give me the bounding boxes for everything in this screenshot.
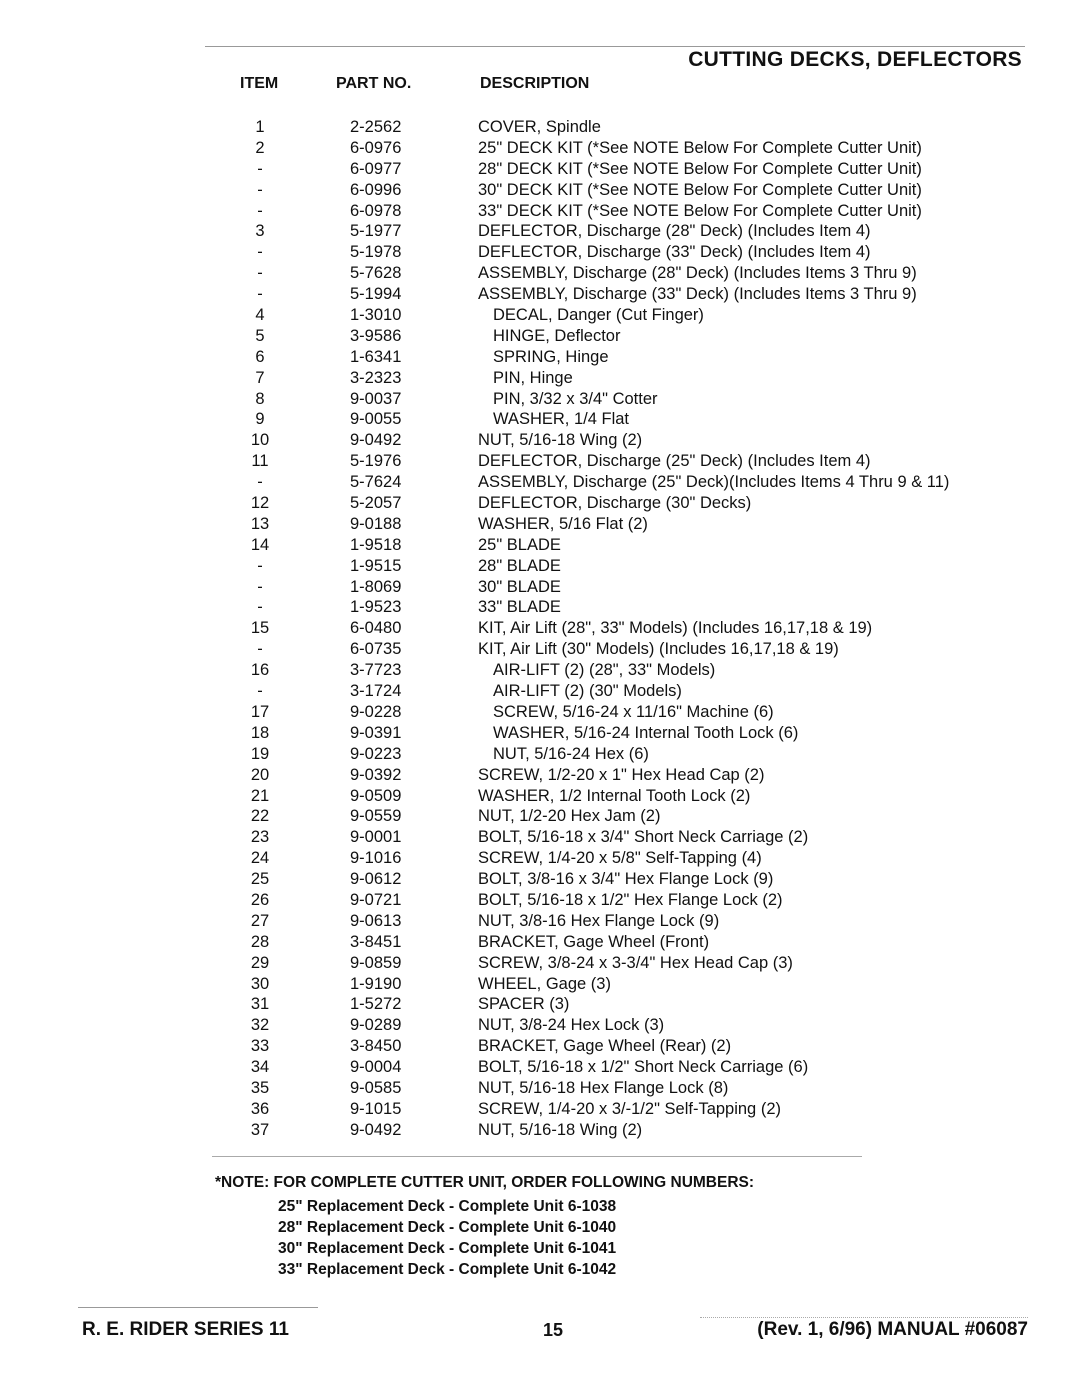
footer-rule bbox=[78, 1307, 318, 1308]
part-number: 1-5272 bbox=[350, 995, 402, 1014]
part-description: BRACKET, Gage Wheel (Front) bbox=[478, 932, 710, 951]
part-number: 9-0613 bbox=[350, 911, 402, 930]
item-number: 37 bbox=[250, 1120, 270, 1139]
note-heading: *NOTE: FOR COMPLETE CUTTER UNIT, ORDER FOLLOWING NUMBERS: bbox=[215, 1174, 755, 1191]
item-number: 16 bbox=[250, 661, 270, 680]
part-number: 2-2562 bbox=[350, 118, 402, 136]
parts-row bbox=[0, 1015, 1080, 1036]
divider bbox=[212, 1156, 862, 1157]
parts-row bbox=[0, 493, 1080, 514]
page-title: CUTTING DECKS, DEFLECTORS bbox=[688, 48, 1022, 71]
part-number: 5-1994 bbox=[350, 285, 402, 304]
part-number: 9-0001 bbox=[350, 828, 402, 847]
part-number: 5-7624 bbox=[350, 473, 402, 492]
parts-row bbox=[0, 597, 1080, 618]
part-description: WASHER, 1/4 Flat bbox=[493, 410, 630, 429]
item-number: - bbox=[257, 640, 263, 659]
parts-row bbox=[0, 409, 1080, 430]
item-number: 8 bbox=[255, 389, 265, 408]
part-number: 9-0492 bbox=[350, 1120, 402, 1139]
part-description: PIN, 3/32 x 3/4" Cotter bbox=[493, 389, 658, 408]
parts-row bbox=[0, 827, 1080, 848]
parts-row bbox=[0, 723, 1080, 744]
parts-row bbox=[0, 660, 1080, 681]
part-number: 9-0392 bbox=[350, 765, 402, 784]
parts-row bbox=[0, 180, 1080, 201]
part-description: DEFLECTOR, Discharge (25" Deck) (Includes Item 4) bbox=[478, 452, 871, 471]
footer-rule-right bbox=[700, 1317, 1028, 1318]
part-number: 9-1015 bbox=[350, 1099, 402, 1118]
item-number: 6 bbox=[255, 347, 265, 366]
part-description: BOLT, 5/16-18 x 1/2" Short Neck Carriage (6) bbox=[478, 1058, 809, 1077]
part-description: SCREW, 5/16-24 x 11/16" Machine (6) bbox=[493, 702, 774, 721]
part-description: BOLT, 3/8-16 x 3/4" Hex Flange Lock (9) bbox=[478, 870, 774, 889]
part-description: HINGE, Deflector bbox=[493, 326, 621, 345]
parts-row bbox=[0, 242, 1080, 263]
part-number: 5-1977 bbox=[350, 222, 402, 241]
parts-row bbox=[0, 639, 1080, 660]
item-number: 10 bbox=[250, 431, 270, 450]
item-number: 23 bbox=[250, 828, 270, 847]
parts-row bbox=[0, 221, 1080, 242]
part-description: WASHER, 5/16 Flat (2) bbox=[478, 514, 648, 533]
item-number: 19 bbox=[250, 744, 270, 763]
item-number: 13 bbox=[250, 514, 270, 533]
item-number: - bbox=[257, 577, 263, 596]
part-number: 9-0228 bbox=[350, 702, 402, 721]
parts-row bbox=[0, 974, 1080, 995]
part-description: NUT, 5/16-18 Hex Flange Lock (8) bbox=[478, 1078, 729, 1097]
parts-list bbox=[0, 117, 1080, 1141]
parts-row bbox=[0, 702, 1080, 723]
note-line: 33" Replacement Deck - Complete Unit 6-1042 bbox=[278, 1261, 617, 1278]
parts-row bbox=[0, 368, 1080, 389]
note-line: 25" Replacement Deck - Complete Unit 6-1038 bbox=[278, 1198, 617, 1215]
top-rule bbox=[205, 46, 1025, 47]
part-description: ASSEMBLY, Discharge (33" Deck) (Includes Items 3 Thru 9) bbox=[478, 285, 917, 304]
item-number: 20 bbox=[250, 765, 270, 784]
part-description: NUT, 3/8-16 Hex Flange Lock (9) bbox=[478, 911, 720, 930]
part-description: NUT, 5/16-18 Wing (2) bbox=[478, 1120, 643, 1139]
item-number: - bbox=[257, 159, 263, 178]
item-number: 7 bbox=[255, 368, 265, 387]
parts-row bbox=[0, 451, 1080, 472]
part-number: 6-0976 bbox=[350, 138, 402, 157]
part-number: 9-0559 bbox=[350, 807, 402, 826]
parts-row bbox=[0, 201, 1080, 222]
parts-row bbox=[0, 472, 1080, 493]
item-number: 18 bbox=[250, 723, 270, 742]
parts-row bbox=[0, 117, 1080, 138]
part-number: 3-8451 bbox=[350, 932, 402, 951]
item-number: 11 bbox=[251, 452, 269, 471]
part-number: 1-6341 bbox=[350, 347, 402, 366]
part-number: 3-7723 bbox=[350, 661, 402, 680]
item-number: 9 bbox=[255, 410, 265, 429]
item-number: 30 bbox=[250, 974, 270, 993]
part-description: WHEEL, Gage (3) bbox=[478, 974, 611, 993]
part-description: KIT, Air Lift (30" Models) (Includes 16,17,18 & 19) bbox=[478, 640, 839, 659]
parts-row bbox=[0, 535, 1080, 556]
part-number: 9-0721 bbox=[350, 890, 402, 909]
column-header-description: DESCRIPTION bbox=[480, 75, 590, 92]
item-number: 22 bbox=[250, 807, 270, 826]
parts-row bbox=[0, 1057, 1080, 1078]
item-number: 35 bbox=[250, 1078, 270, 1097]
part-number: 9-0004 bbox=[350, 1058, 402, 1077]
item-number: - bbox=[257, 264, 263, 283]
item-number: 1 bbox=[255, 118, 265, 136]
part-number: 1-9518 bbox=[350, 535, 402, 554]
part-description: BRACKET, Gage Wheel (Rear) (2) bbox=[478, 1037, 732, 1056]
part-number: 9-0391 bbox=[350, 723, 402, 742]
part-number: 9-1016 bbox=[350, 849, 402, 868]
parts-row bbox=[0, 1120, 1080, 1141]
parts-row bbox=[0, 556, 1080, 577]
part-number: 1-9515 bbox=[350, 556, 402, 575]
part-description: 30" DECK KIT (*See NOTE Below For Complete Cutter Unit) bbox=[478, 180, 922, 199]
part-description: 30" BLADE bbox=[478, 577, 561, 596]
item-number: 12 bbox=[250, 494, 270, 513]
part-description: SCREW, 3/8-24 x 3-3/4" Hex Head Cap (3) bbox=[478, 953, 793, 972]
part-description: AIR-LIFT (2) (28", 33" Models) bbox=[493, 661, 716, 680]
part-number: 5-1978 bbox=[350, 243, 402, 262]
parts-row bbox=[0, 848, 1080, 869]
part-number: 9-0492 bbox=[350, 431, 402, 450]
parts-row bbox=[0, 263, 1080, 284]
part-number: 9-0612 bbox=[350, 870, 402, 889]
item-number: 32 bbox=[250, 1016, 270, 1035]
item-number: - bbox=[257, 473, 263, 492]
parts-row bbox=[0, 430, 1080, 451]
parts-row bbox=[0, 1036, 1080, 1057]
item-number: 4 bbox=[255, 306, 265, 325]
item-number: 26 bbox=[250, 890, 270, 909]
part-description: 25" DECK KIT (*See NOTE Below For Complete Cutter Unit) bbox=[478, 138, 922, 157]
part-number: 1-8069 bbox=[350, 577, 402, 596]
item-number: 36 bbox=[250, 1099, 270, 1118]
part-description: NUT, 3/8-24 Hex Lock (3) bbox=[478, 1016, 665, 1035]
item-number: 17 bbox=[250, 702, 270, 721]
part-description: 28" DECK KIT (*See NOTE Below For Complete Cutter Unit) bbox=[478, 159, 922, 178]
parts-row bbox=[0, 994, 1080, 1015]
item-number: - bbox=[257, 598, 263, 617]
parts-row bbox=[0, 577, 1080, 598]
parts-row bbox=[0, 911, 1080, 932]
part-description: SPRING, Hinge bbox=[493, 347, 609, 366]
item-number: 15 bbox=[250, 619, 270, 638]
item-number: 14 bbox=[250, 535, 270, 554]
item-number: - bbox=[257, 556, 263, 575]
part-number: 9-0055 bbox=[350, 410, 402, 429]
part-number: 9-0037 bbox=[350, 389, 402, 408]
item-number: 2 bbox=[255, 138, 265, 157]
item-number: - bbox=[257, 682, 263, 701]
parts-row bbox=[0, 347, 1080, 368]
part-description: DECAL, Danger (Cut Finger) bbox=[493, 306, 704, 325]
part-number: 6-0480 bbox=[350, 619, 402, 638]
part-number: 6-0735 bbox=[350, 640, 402, 659]
column-header-part-no: PART NO. bbox=[336, 75, 412, 92]
part-number: 9-0188 bbox=[350, 514, 402, 533]
part-description: SCREW, 1/2-20 x 1" Hex Head Cap (2) bbox=[478, 765, 765, 784]
item-number: 31 bbox=[250, 995, 270, 1014]
parts-row bbox=[0, 389, 1080, 410]
part-number: 9-0223 bbox=[350, 744, 402, 763]
page-number: 15 bbox=[543, 1320, 564, 1340]
part-number: 1-9190 bbox=[350, 974, 402, 993]
part-number: 9-0585 bbox=[350, 1078, 402, 1097]
part-description: COVER, Spindle bbox=[478, 118, 601, 136]
parts-row bbox=[0, 869, 1080, 890]
part-description: PIN, Hinge bbox=[493, 368, 573, 387]
note-line: 30" Replacement Deck - Complete Unit 6-1041 bbox=[278, 1240, 617, 1257]
item-number: 24 bbox=[250, 849, 270, 868]
note-line: 28" Replacement Deck - Complete Unit 6-1040 bbox=[278, 1219, 617, 1236]
part-number: 5-7628 bbox=[350, 264, 402, 283]
part-description: NUT, 1/2-20 Hex Jam (2) bbox=[478, 807, 661, 826]
part-number: 9-0509 bbox=[350, 786, 402, 805]
item-number: 33 bbox=[250, 1037, 270, 1056]
parts-row bbox=[0, 159, 1080, 180]
footer-series: R. E. RIDER SERIES 11 bbox=[82, 1319, 289, 1340]
part-description: SCREW, 1/4-20 x 3/-1/2" Self-Tapping (2) bbox=[478, 1099, 781, 1118]
part-description: 33" DECK KIT (*See NOTE Below For Complete Cutter Unit) bbox=[478, 201, 922, 220]
parts-row bbox=[0, 890, 1080, 911]
parts-row bbox=[0, 138, 1080, 159]
part-description: ASSEMBLY, Discharge (25" Deck)(Includes Items 4 Thru 9 & 11) bbox=[478, 473, 950, 492]
part-number: 6-0978 bbox=[350, 201, 402, 220]
part-number: 3-2323 bbox=[350, 368, 402, 387]
parts-row bbox=[0, 618, 1080, 639]
parts-row bbox=[0, 786, 1080, 807]
note-list bbox=[278, 1196, 616, 1280]
item-number: 28 bbox=[250, 932, 270, 951]
item-number: - bbox=[257, 243, 263, 262]
part-number: 5-2057 bbox=[350, 494, 402, 513]
part-number: 3-8450 bbox=[350, 1037, 402, 1056]
parts-row bbox=[0, 932, 1080, 953]
part-description: 28" BLADE bbox=[478, 556, 561, 575]
item-number: 25 bbox=[250, 870, 270, 889]
part-description: DEFLECTOR, Discharge (33" Deck) (Includes Item 4) bbox=[478, 243, 871, 262]
parts-row bbox=[0, 326, 1080, 347]
item-number: - bbox=[257, 180, 263, 199]
parts-row bbox=[0, 806, 1080, 827]
part-number: 5-1976 bbox=[350, 452, 402, 471]
parts-row bbox=[0, 284, 1080, 305]
item-number: 27 bbox=[250, 911, 270, 930]
item-number: 21 bbox=[250, 786, 270, 805]
parts-row bbox=[0, 514, 1080, 535]
part-description: 25" BLADE bbox=[478, 535, 561, 554]
part-number: 3-9586 bbox=[350, 326, 402, 345]
parts-row bbox=[0, 953, 1080, 974]
part-number: 9-0859 bbox=[350, 953, 402, 972]
part-number: 6-0996 bbox=[350, 180, 402, 199]
part-description: BOLT, 5/16-18 x 3/4" Short Neck Carriage (2) bbox=[478, 828, 809, 847]
part-number: 9-0289 bbox=[350, 1016, 402, 1035]
footer-manual: (Rev. 1, 6/96) MANUAL #06087 bbox=[757, 1319, 1028, 1340]
item-number: - bbox=[257, 201, 263, 220]
part-number: 3-1724 bbox=[350, 682, 402, 701]
parts-row bbox=[0, 681, 1080, 702]
column-header-item: ITEM bbox=[240, 75, 279, 92]
part-number: 6-0977 bbox=[350, 159, 402, 178]
item-number: 3 bbox=[255, 222, 265, 241]
part-description: SPACER (3) bbox=[478, 995, 570, 1014]
parts-row bbox=[0, 744, 1080, 765]
part-description: DEFLECTOR, Discharge (28" Deck) (Includes Item 4) bbox=[478, 222, 871, 241]
part-description: DEFLECTOR, Discharge (30" Decks) bbox=[478, 494, 752, 513]
parts-row bbox=[0, 1078, 1080, 1099]
part-description: AIR-LIFT (2) (30" Models) bbox=[493, 682, 682, 701]
part-description: NUT, 5/16-24 Hex (6) bbox=[493, 744, 649, 763]
parts-row bbox=[0, 1099, 1080, 1120]
part-number: 1-9523 bbox=[350, 598, 402, 617]
part-description: 33" BLADE bbox=[478, 598, 561, 617]
part-number: 1-3010 bbox=[350, 306, 402, 325]
part-description: ASSEMBLY, Discharge (28" Deck) (Includes Items 3 Thru 9) bbox=[478, 264, 917, 283]
part-description: BOLT, 5/16-18 x 1/2" Hex Flange Lock (2) bbox=[478, 890, 783, 909]
item-number: 29 bbox=[250, 953, 270, 972]
parts-row bbox=[0, 305, 1080, 326]
item-number: 34 bbox=[250, 1058, 270, 1077]
parts-row bbox=[0, 765, 1080, 786]
item-number: 5 bbox=[255, 326, 265, 345]
item-number: - bbox=[257, 285, 263, 304]
part-description: WASHER, 1/2 Internal Tooth Lock (2) bbox=[478, 786, 751, 805]
part-description: KIT, Air Lift (28", 33" Models) (Includes 16,17,18 & 19) bbox=[478, 619, 873, 638]
part-description: NUT, 5/16-18 Wing (2) bbox=[478, 431, 643, 450]
part-description: WASHER, 5/16-24 Internal Tooth Lock (6) bbox=[493, 723, 799, 742]
part-description: SCREW, 1/4-20 x 5/8" Self-Tapping (4) bbox=[478, 849, 762, 868]
